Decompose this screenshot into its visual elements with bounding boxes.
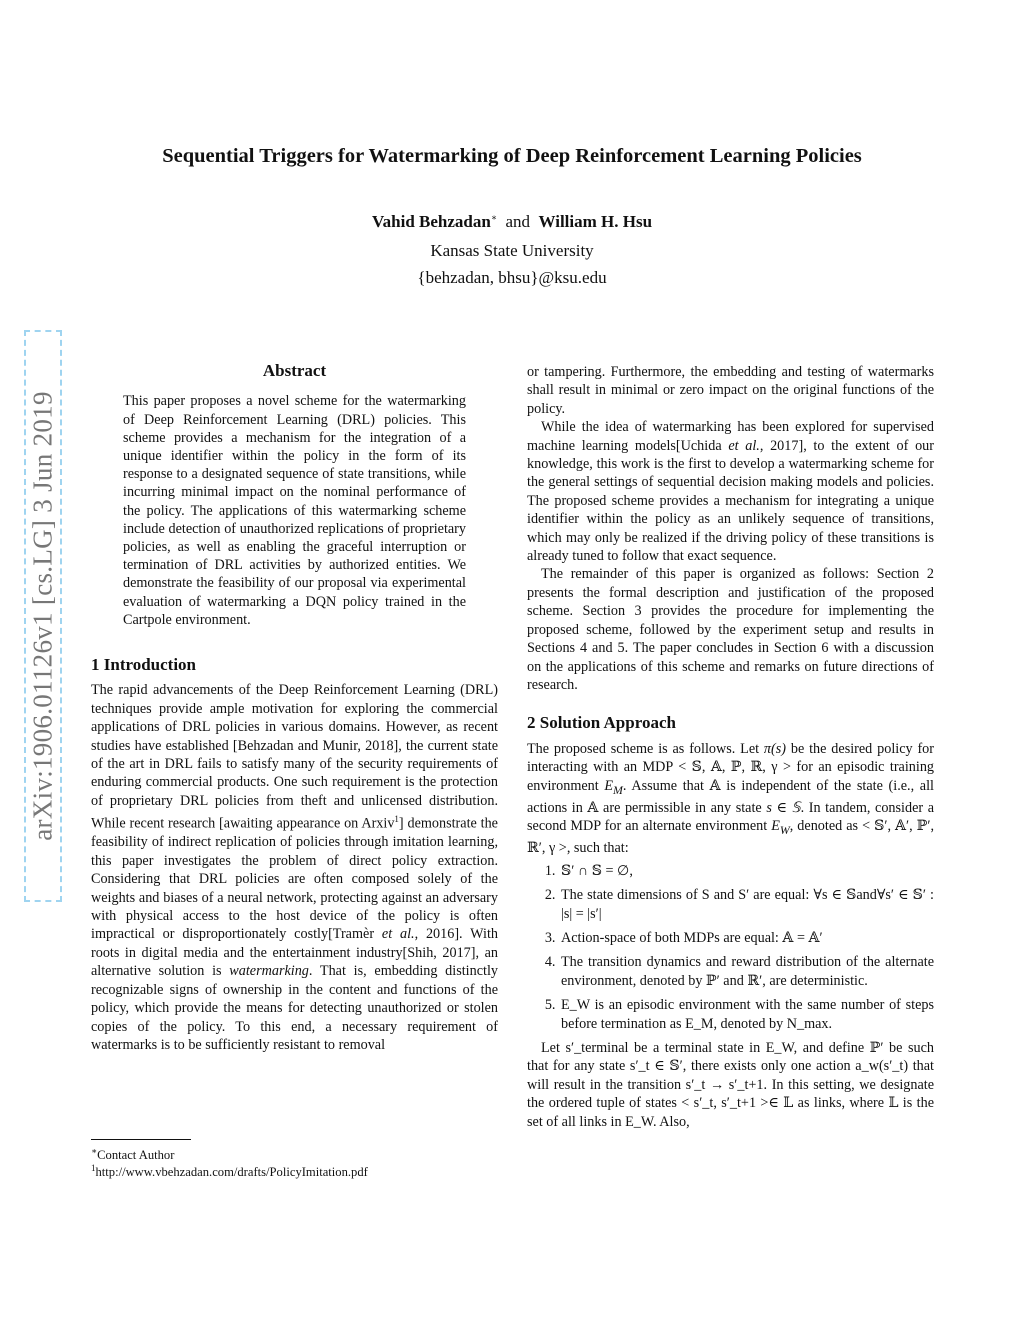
right-paragraph-3: The remainder of this paper is organized as follows: Section 2 presents the formal description and justification of the proposed scheme. Section 3 provides the procedure for implementing the proposed scheme, followed by the experiment setup and results in Sections 4 and 5. The paper concludes in Section 6 with a discussion on the applications of this scheme and remarks on future directions of research.	[527, 566, 934, 693]
math-policy: π(s)	[763, 740, 786, 757]
sol-text-b: be the desired policy for interacting with an MDP	[527, 740, 934, 776]
math-mdp-1: < 𝕊, 𝔸, ℙ, ℝ, γ >	[678, 759, 791, 776]
author-conjunction: and	[505, 212, 531, 231]
affiliation: Kansas State University	[430, 241, 594, 260]
author-line	[0, 212, 1024, 232]
intro-text-4: . That is, embedding distinctly recognizable signs of ownership in the content and functions of the policy, which provide the means for detecting unauthorized or stolen copies of the policy. To this end, a necessary requirement of watermarks is to be sufficiently resistant to removal	[91, 963, 498, 1053]
math-mdp-2: < 𝕊′, 𝔸′, ℙ′, ℝ′, γ >	[527, 818, 935, 857]
list-item: 2. The state dimensions of S and S′ are equal: ∀s ∈ 𝕊and∀s′ ∈ 𝕊′ : |s| = |s′|	[559, 886, 934, 923]
right-text-2b: , 2017], to the extent of our knowledge, this work is the first to develop a watermarking scheme for the general settings of sequential decision making models and policies. The proposed scheme provides a mechanism for integrating a unique identifier within the policy as an unlikely sequence of transitions, which may only be realized if the driving policy of these transitions is already tuned to follow that exact sequence.	[527, 437, 934, 565]
citation-etal: et al.	[381, 926, 415, 943]
arxiv-sidebar-stamp	[24, 330, 62, 902]
footnote-1-mark: ∗	[91, 1146, 98, 1156]
math-s-in-S: s ∈ 𝕊	[766, 799, 801, 816]
author-1: Vahid Behzadan	[371, 212, 491, 231]
emphasis-watermarking: watermarking	[229, 963, 309, 980]
footnote-2	[91, 1160, 368, 1180]
sol-text-f: , denoted as	[789, 818, 863, 835]
section-2-heading: 2 Solution Approach	[527, 713, 676, 733]
author-1-footnote-mark: ∗	[490, 212, 497, 223]
solution-paragraph	[527, 740, 934, 858]
math-ew: E	[771, 818, 780, 835]
intro-text-1: The rapid advancements of the Deep Reinforcement Learning (DRL) techniques provide ample motivation for exploring the commercial applications of DRL policies in various domains. However, as recent studies have established [Behzadan and Munir, 2018], the current state of the art in DRL fails to satisfy many of the security requirements of enduring commercial products. One such requirement is the protection of proprietary DRL policies from theft and unlicensed distribution. While recent research [awaiting appearance on Arxiv	[91, 682, 498, 833]
left-column	[91, 362, 498, 1054]
footnote-2-url: http://www.vbehzadan.com/drafts/PolicyImitation.pdf	[95, 1165, 368, 1180]
section-1-heading: 1 Introduction	[91, 655, 197, 675]
abstract-heading: Abstract	[262, 361, 327, 380]
math-em-sub: M	[613, 782, 623, 797]
paper-title: Sequential Triggers for Watermarking of Deep Reinforcement Learning Policies	[162, 145, 862, 167]
right-paragraph-1: or tampering. Furthermore, the embedding and testing of watermarks shall result in minimal or zero impact on the original functions of the policy.	[527, 364, 934, 417]
list-item: 3. Action-space of both MDPs are equal: 𝔸 = 𝔸′	[559, 929, 934, 947]
author-2: William H. Hsu	[538, 212, 653, 231]
footnote-ref-1: 1	[394, 814, 399, 825]
arxiv-id: arXiv:1906.01126v1 [cs.LG] 3 Jun 2019	[27, 391, 58, 841]
conditions-list	[527, 862, 934, 1033]
sol-text-g: , such that:	[566, 840, 629, 857]
sol-text-d: . Assume that 𝔸 is independent of the state (i.e., all actions in 𝔸 are permissible in any state	[527, 777, 934, 816]
math-em: E	[604, 777, 614, 794]
solution-paragraph-2: Let s′_terminal be a terminal state in E_W, and define ℙ′ be such that for any state s′_t ∈ 𝕊′, there exists only one action a_w(s′_t) that will result in the transition s′_t → s′_t+1. In this setting, we designate the ordered tuple of states < s′_t, s′_t+1 >∈ 𝕃 as links, where 𝕃 is the set of all links in E_W. Also,	[527, 1040, 934, 1130]
list-item: 5. E_W is an episodic environment with the same number of steps before termination as E_M, denoted by N_max.	[559, 996, 934, 1033]
intro-text-3: , 2016]. With roots in digital media and the entertainment industry[Shih, 2017], an alternative solution is	[91, 926, 498, 980]
list-item: 1. 𝕊′ ∩ 𝕊 = ∅,	[559, 862, 934, 880]
author-email: {behzadan, bhsu}@ksu.edu	[417, 268, 607, 287]
list-item: 4. The transition dynamics and reward distribution of the alternate environment, denoted by ℙ′ and ℝ′, are deterministic.	[559, 953, 934, 990]
intro-paragraph	[91, 681, 498, 1054]
math-ew-sub: W	[779, 823, 790, 837]
sol-text-e: . In tandem, consider a second MDP for an alternate environment	[527, 799, 935, 835]
footnote-rule	[91, 1139, 191, 1140]
sol-text-a: The proposed scheme is as follows. Let	[527, 740, 764, 757]
sol-text-c: for an episodic training environment	[527, 759, 935, 794]
right-column	[527, 363, 934, 1131]
citation-etal-2: et al.	[728, 437, 760, 454]
intro-text-2: ] demonstrate the feasibility of indirect replication of policies through imitation learning, this paper investigates the problem of direct policy extraction. Considering that DRL policies are often composed solely of the weights and biases of a neural network, protecting against an adversary with physical access to the host device of the policy is often impractical or disproportionately costly[Tramèr	[91, 816, 498, 943]
footnote-1-text: Contact Author	[97, 1148, 175, 1163]
abstract-text: This paper proposes a novel scheme for the watermarking of Deep Reinforcement Learning (DRL) policies. This scheme provides a mechanism for the integration of a unique identifier within the policy in the form of its response to a designated sequence of state transitions, while incurring minimal impact on the nominal performance of the policy. The applications of this watermarking scheme include detection of unauthorized replications of proprietary policies, as well as enabling the graceful interruption or termination of DRL activities by authorized entities. We demonstrate the feasibility of our proposal via experimental evaluation of watermarking a DQN policy trained in the Cartpole environment.	[123, 393, 466, 628]
right-text-2a: While the idea of watermarking has been explored for supervised machine learning models[Uchida	[527, 419, 934, 454]
footnote-2-mark: 1	[91, 1163, 96, 1173]
right-paragraph-2	[527, 418, 934, 565]
